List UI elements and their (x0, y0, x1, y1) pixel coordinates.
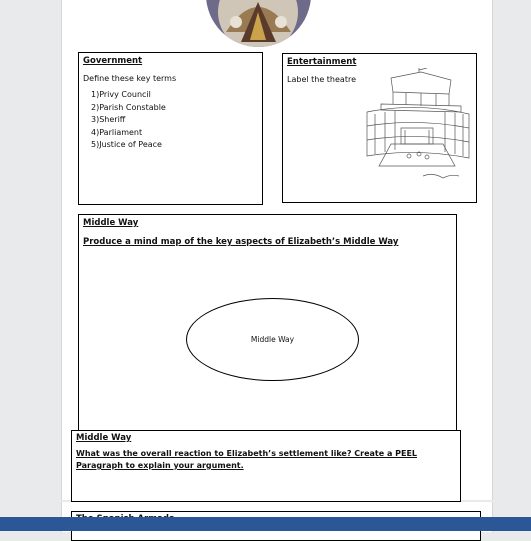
reaction-box (71, 430, 461, 502)
reaction-question: What was the overall reaction to Elizabeth’s settlement like? Create a PEEL Paragraph to explain your argument. (76, 449, 418, 470)
government-box (78, 52, 263, 205)
status-bar (0, 517, 531, 531)
document-page (61, 0, 493, 500)
key-term: 5)Justice of Peace (91, 140, 162, 149)
key-term: 3)Sheriff (91, 115, 126, 124)
mind-map-center-ellipse (186, 298, 359, 381)
entertainment-heading: Entertainment (287, 57, 357, 67)
middle-way-heading: Middle Way (83, 218, 139, 228)
entertainment-box (282, 53, 477, 203)
elizabeth-portrait-image (206, 0, 311, 47)
key-terms-list (83, 90, 258, 149)
key-term: 4)Parliament (91, 127, 143, 137)
key-term: 2)Parish Constable (91, 102, 166, 112)
government-heading: Government (83, 56, 143, 66)
entertainment-instruction: Label the theatre (287, 75, 356, 84)
reaction-heading: Middle Way (76, 433, 132, 443)
key-term: 1)Privy Council (91, 90, 151, 99)
middle-way-box (78, 214, 457, 434)
mind-map-center-label: Middle Way (250, 335, 295, 344)
government-instruction: Define these key terms (83, 74, 177, 83)
middle-way-instruction: Produce a mind map of the key aspects of Elizabeth’s Middle Way (83, 237, 399, 247)
globe-theatre-sketch (361, 68, 473, 186)
